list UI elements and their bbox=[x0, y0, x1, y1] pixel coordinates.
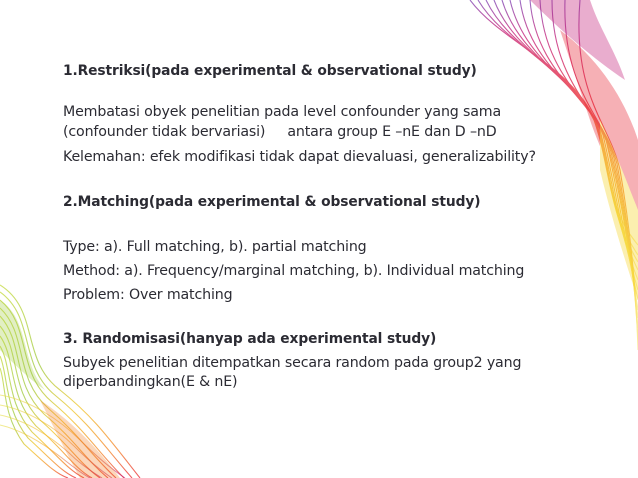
top-right-ribbon-fill bbox=[530, 0, 638, 300]
section1-weakness: Kelemahan: efek modifikasi tidak dapat dievaluasi, generalizability? bbox=[63, 149, 536, 165]
section2-problem: Problem: Over matching bbox=[63, 287, 233, 303]
section1-heading: 1.Restriksi(pada experimental & observational study) bbox=[63, 63, 477, 79]
section1-desc-line2-a: (confounder tidak bervariasi) bbox=[63, 124, 266, 140]
section3-desc-line2: diperbandingkan(E & nE) bbox=[63, 374, 238, 390]
section2-type: Type: a). Full matching, b). partial matching bbox=[63, 239, 367, 255]
section2-method: Method: a). Frequency/marginal matching, b). Individual matching bbox=[63, 263, 525, 279]
section3-heading: 3. Randomisasi(hanyap ada experimental study) bbox=[63, 331, 437, 347]
section1-desc-line1: Membatasi obyek penelitian pada level confounder yang sama bbox=[63, 104, 502, 120]
section3-desc-line1: Subyek penelitian ditempatkan secara random pada group2 yang bbox=[63, 355, 522, 371]
section1-desc-line2-b: antara group E –nE dan D –nD bbox=[287, 124, 497, 140]
section1-desc-line2 bbox=[63, 123, 497, 141]
section2-heading: 2.Matching(pada experimental & observational study) bbox=[63, 194, 481, 210]
